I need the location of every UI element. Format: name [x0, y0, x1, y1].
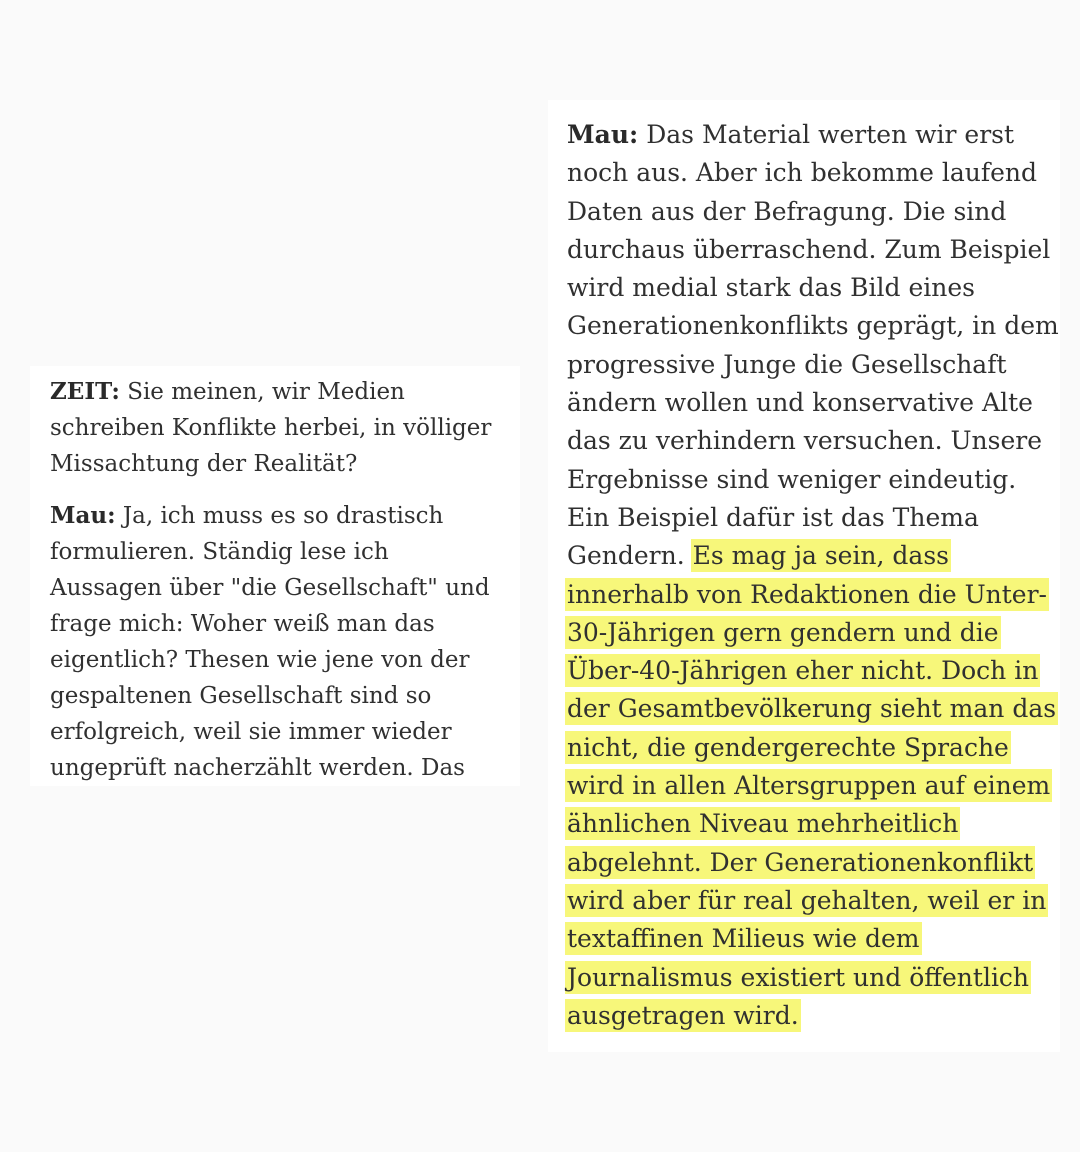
- highlight-mark: Es mag ja sein, dass: [692, 541, 949, 571]
- highlighted-line: Über-40-Jährigen eher nicht. Doch in: [567, 656, 1039, 686]
- text-line: das zu verhindern versuchen. Unsere: [567, 426, 1042, 456]
- question-paragraph: [50, 374, 500, 482]
- text-line: durchaus überraschend. Zum Beispiel: [567, 234, 1051, 264]
- text-line: Ein Beispiel dafür ist das Thema: [567, 502, 979, 532]
- highlighted-line: wird aber für real gehalten, weil er in: [567, 885, 1047, 915]
- highlighted-line: nicht, die gendergerechte Sprache: [567, 732, 1009, 762]
- text-line: progressive Junge die Gesellschaft: [567, 349, 1007, 379]
- left-article-snippet: [30, 366, 520, 786]
- highlighted-line: abgelehnt. Der Generationenkonflikt: [567, 847, 1034, 877]
- text-line: erfolgreich, weil sie immer wieder: [50, 719, 452, 745]
- highlighted-line: der Gesamtbevölkerung sieht man das: [567, 694, 1057, 724]
- text-line: ungeprüft nacherzählt werden. Das: [50, 755, 465, 781]
- speaker-label: Mau:: [50, 502, 116, 529]
- text-line: Aussagen über "die Gesellschaft" und: [50, 575, 490, 601]
- speaker-label: ZEIT:: [50, 378, 120, 405]
- answer-paragraph: [50, 498, 500, 786]
- text-line: wird medial stark das Bild eines: [567, 273, 975, 303]
- text-line: Missachtung der Realität?: [50, 451, 358, 477]
- text-line: Das Material werten wir erst: [646, 120, 1015, 149]
- text-line: schreiben Konflikte herbei, in völliger: [50, 415, 492, 441]
- text-line: gespaltenen Gesellschaft sind so: [50, 683, 432, 709]
- text-line: frage mich: Woher weiß man das: [50, 611, 435, 637]
- text-line: ändern wollen und konservative Alte: [567, 388, 1033, 418]
- text-line: Ergebnisse sind weniger eindeutig.: [567, 464, 1017, 494]
- text-line: noch aus. Aber ich bekomme laufend: [567, 158, 1038, 188]
- highlighted-line: ausgetragen wird.: [567, 1000, 799, 1030]
- text-line: formulieren. Ständig lese ich: [50, 539, 389, 565]
- highlighted-line: 30-Jährigen gern gendern und die: [567, 617, 999, 647]
- highlighted-line: textaffinen Milieus wie dem: [567, 924, 920, 954]
- text-line: eigentlich? Thesen wie jene von der: [50, 647, 470, 673]
- highlighted-line: Journalismus existiert und öffentlich: [567, 962, 1030, 992]
- text-line: Daten aus der Befragung. Die sind: [567, 196, 1007, 226]
- text-line: Sie meinen, wir Medien: [127, 379, 405, 405]
- highlighted-line: innerhalb von Redaktionen die Unter-: [567, 579, 1047, 609]
- text-line: Ja, ich muss es so drastisch: [122, 503, 444, 529]
- highlighted-line: ähnlichen Niveau mehrheitlich: [567, 809, 959, 839]
- text-line: Generationenkonflikts geprägt, in dem: [567, 311, 1059, 341]
- text-line: Gendern. Es mag ja sein, dass: [567, 541, 949, 571]
- answer-paragraph: [567, 116, 1060, 1035]
- speaker-label: Mau:: [567, 120, 639, 149]
- right-article-snippet: [548, 100, 1060, 1052]
- highlighted-line: wird in allen Altersgruppen auf einem: [567, 771, 1051, 801]
